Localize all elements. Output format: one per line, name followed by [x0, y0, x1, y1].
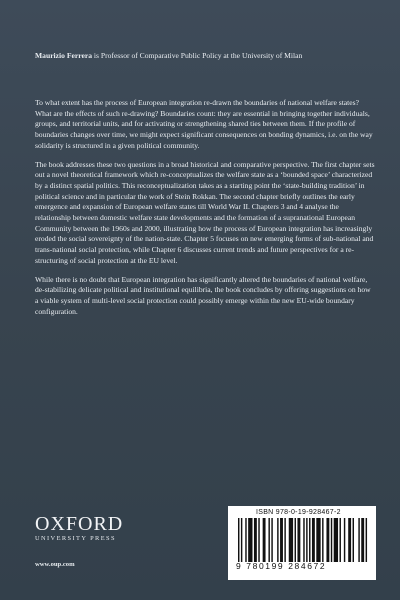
barcode-bar: [334, 518, 338, 562]
barcode-bar: [303, 518, 304, 562]
barcode-bar: [295, 518, 296, 562]
barcode-bar: [289, 518, 293, 562]
publisher-name: OXFORD: [35, 513, 124, 535]
isbn-barcode: [228, 506, 376, 580]
description-paragraph-3: While there is no doubt that European integration has significantly altered the boundaries of national welfare, de-stabilizing delicate political and institutional equilibria, the book concludes by offering suggestions on how a viable system of multi-level social protection could possibly emerge within the new EU-wide boundary configuration.: [35, 274, 371, 316]
barcode-bar: [312, 518, 315, 562]
barcode-bar: [271, 518, 272, 562]
barcode-bar: [277, 518, 278, 562]
description-paragraph-2: The book addresses these two questions in a broad historical and comparative perspective. The first chapter sets out a novel theoretical framework which re-conceptualizes the welfare state as a ‘bounded space’ characterized by a distinct spatial politics. This reconceptualization takes as a starting point the ‘state-building tradition’ in political science and in particular the work of Stein Rokkan. The second chapter briefly outlines the early emergence and expansion of European welfare states till World War II. Chapters 3 and 4 analyse the relationship between domestic welfare state developments and the formation of a supranational European Community between the 1960s and 2000, illustrating how the process of European integration has increasingly eroded the social sovereignty of the nation-state. Chapter 5 focuses on new emerging forms of sub-national and trans-national social protection, while Chapter 6 discusses current trends and future perspectives for a re-structuring of social protection at the EU level.: [35, 159, 375, 265]
barcode-bar: [268, 518, 269, 562]
barcode-bar: [238, 518, 239, 562]
barcode-bar: [322, 518, 323, 562]
barcode-bar: [241, 518, 242, 562]
barcode-bar: [245, 518, 246, 562]
barcode-bar: [340, 518, 341, 562]
barcode-bar: [297, 518, 300, 562]
publisher-logo: [35, 514, 123, 542]
barcode-bar: [348, 518, 351, 562]
barcode-bar: [326, 518, 329, 562]
isbn-label: ISBN 978-0-19-928467-2: [256, 509, 341, 516]
barcode-bar: [306, 518, 307, 562]
barcode-bars: [236, 518, 370, 562]
barcode-bar: [358, 518, 359, 562]
author-bio: [35, 51, 373, 61]
barcode-bar: [248, 518, 252, 562]
barcode-bar: [254, 518, 257, 562]
barcode-bar: [353, 518, 354, 562]
book-description: [35, 98, 375, 325]
barcode-bar: [331, 518, 332, 562]
author-bio-text: is Professor of Comparative Public Policy at the University of Milan: [92, 51, 303, 60]
barcode-bar: [309, 518, 310, 562]
publisher-subtitle: UNIVERSITY PRESS: [35, 535, 116, 542]
barcode-bar: [366, 518, 367, 562]
barcode-bar: [263, 518, 266, 562]
author-name: Maurizio Ferrera: [35, 51, 92, 60]
barcode-bar: [344, 518, 345, 562]
barcode-bar: [280, 518, 283, 562]
publisher-url: www.oup.com: [35, 561, 75, 568]
barcode-bar: [316, 518, 320, 562]
barcode-bar: [258, 518, 259, 562]
description-paragraph-1: To what extent has the process of European integration re-drawn the boundaries of national welfare states? What are the effects of such re-drawing? Boundaries count: they are essential in bringing together individuals, groups, and territorial units, and for activating or strengthening shared ties between them. If the profile of boundaries changes over time, we might expect significant consequences on bonding dynamics, i.e. on the way solidarity is structured in a given political community.: [35, 98, 373, 150]
barcode-digits: 9 780199 284672: [236, 561, 327, 571]
barcode-bar: [361, 518, 364, 562]
barcode-bar: [284, 518, 285, 562]
